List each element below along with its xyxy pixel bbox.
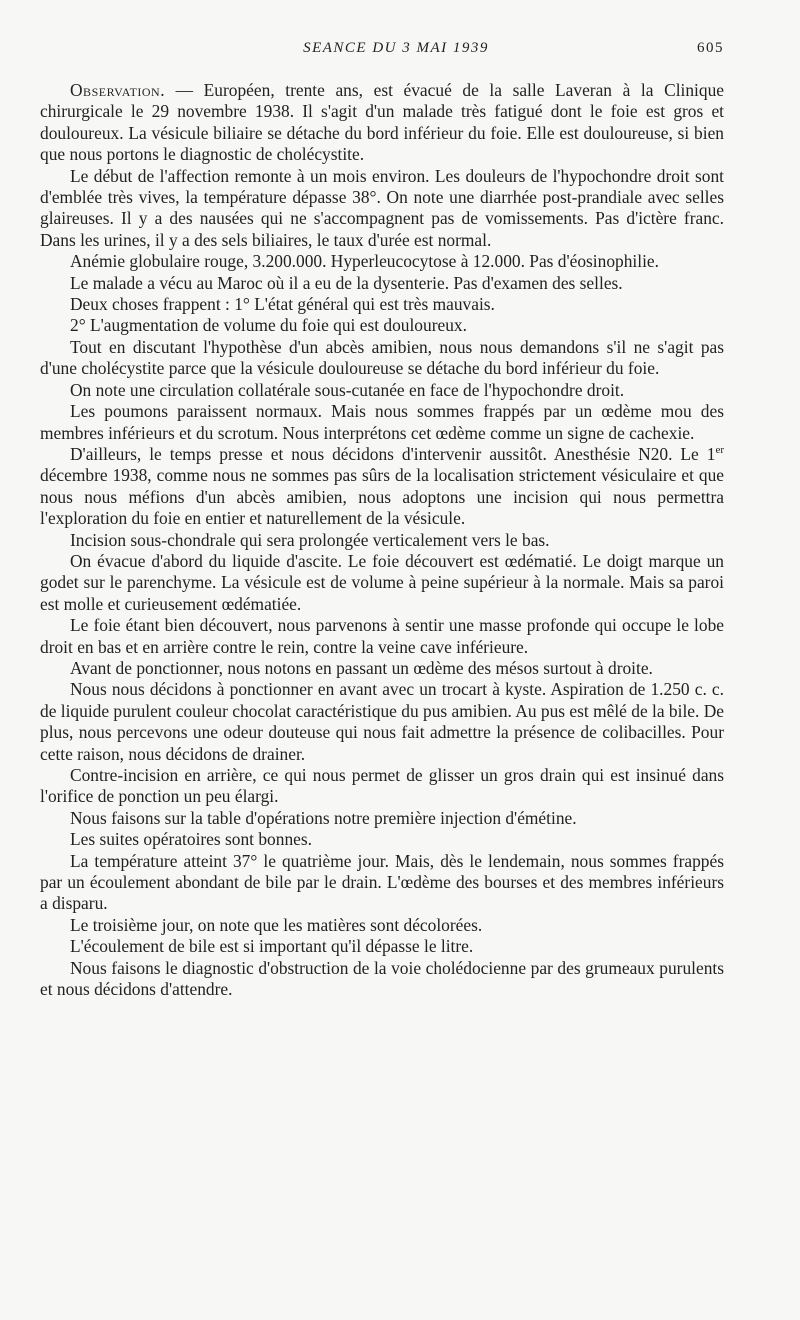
paragraph: Contre-incision en arrière, ce qui nous permet de glisser un gros drain qui est insinué dans l'orifice de ponction un peu élargi. <box>40 765 724 807</box>
running-header <box>68 40 724 62</box>
paragraph: Incision sous-chondrale qui sera prolongée verticalement vers le bas. <box>70 529 550 550</box>
paragraph: L'écoulement de bile est si important qu'il dépasse le litre. <box>70 936 474 957</box>
text-run: D'ailleurs, le temps presse et nous décidons d'intervenir aussitôt. Anesthésie N20. Le 1 <box>70 443 716 464</box>
paragraph: Anémie globulaire rouge, 3.200.000. Hyperleucocytose à 12.000. Pas d'éosinophilie. <box>70 251 659 272</box>
paragraph-observation <box>40 80 724 166</box>
paragraph <box>40 444 724 530</box>
paragraph: 2° L'augmentation de volume du foie qui est douloureux. <box>70 315 467 336</box>
running-title: SEANCE DU 3 MAI 1939 <box>303 40 489 56</box>
observation-label: Observation. <box>70 80 166 100</box>
paragraph: On note une circulation collatérale sous-cutanée en face de l'hypochondre droit. <box>70 379 625 400</box>
paragraph: Nous faisons le diagnostic d'obstruction de la voie cholédocienne par des grumeaux purulents et nous décidons d'attendre. <box>40 957 724 1000</box>
paragraph: Le malade a vécu au Maroc où il a eu de la dysenterie. Pas d'examen des selles. <box>70 272 623 293</box>
paragraph: Nous nous décidons à ponctionner en avant avec un trocart à kyste. Aspiration de 1.250 c. c. de liquide purulent couleur chocolat caractéristique du pus amibien. Au pus est mêlé de la bile. De plus, nous percevons une odeur douteuse qui nous fait admettre la présence de colibacilles. Pour cette raison, nous décidons de drainer. <box>40 679 724 764</box>
paragraph: On évacue d'abord du liquide d'ascite. Le foie découvert est œdématié. Le doigt marque un godet sur le parenchyme. La vésicule est de volume à peine supérieur à la normale. Mais sa paroi est molle et curieusement œdématiée. <box>40 550 724 614</box>
page-number: 605 <box>697 40 724 56</box>
paragraph: Le troisième jour, on note que les matières sont décolorées. <box>70 914 483 935</box>
paragraph: Le début de l'affection remonte à un mois environ. Les douleurs de l'hypochondre droit sont d'emblée très vives, la température dépasse 38°. On note une diarrhée post-prandiale avec selles glaireuses. Il y a des nausées qui ne s'accompagnent pas de vomissements. Pas d'ictère franc. Dans les urines, il y a des sels biliaires, le taux d'urée est normal. <box>40 165 724 250</box>
text-run: décembre 1938, comme nous ne sommes pas sûrs de la localisation strictement vésiculaire et que nous nous méfions d'un abcès amibien, nous adoptons une incision qui nous permettra l'exploration du foie en entier et naturellement de la vésicule. <box>40 465 724 529</box>
observation-text: — Européen, trente ans, est évacué de la salle Laveran à la Clinique chirurgicale le 29 novembre 1938. Il s'agit d'un malade très fatigué dont le foie est gros et douloureux. La vésicule biliaire se détache du bord inférieur du foie. Elle est douloureuse, si bien que nous portons le diagnostic de cholécystite. <box>40 80 724 165</box>
paragraph: Les poumons paraissent normaux. Mais nous sommes frappés par un œdème mou des membres inférieurs et du scrotum. Nous interprétons cet œdème comme un signe de cachexie. <box>40 401 724 443</box>
paragraph: La température atteint 37° le quatrième jour. Mais, dès le lendemain, nous sommes frappés par un écoulement abondant de bile par le drain. L'œdème des bourses et des membres inférieurs a disparu. <box>40 850 724 914</box>
superscript: er <box>715 444 724 457</box>
paragraph: Nous faisons sur la table d'opérations notre première injection d'émétine. <box>70 807 577 828</box>
paragraph: Deux choses frappent : 1° L'état général qui est très mauvais. <box>70 294 495 315</box>
paragraph: Tout en discutant l'hypothèse d'un abcès amibien, nous nous demandons s'il ne s'agit pas d'une cholécystite parce que la vésicule douloureuse se détache du bord inférieur du foie. <box>40 336 724 379</box>
paragraph: Le foie étant bien découvert, nous parvenons à sentir une masse profonde qui occupe le lobe droit en bas et en arrière contre le rein, contre la veine cave inférieure. <box>40 615 724 657</box>
paragraph: Les suites opératoires sont bonnes. <box>70 829 312 850</box>
paragraph: Avant de ponctionner, nous notons en passant un œdème des mésos surtout à droite. <box>70 657 653 678</box>
page-body <box>40 80 724 1000</box>
